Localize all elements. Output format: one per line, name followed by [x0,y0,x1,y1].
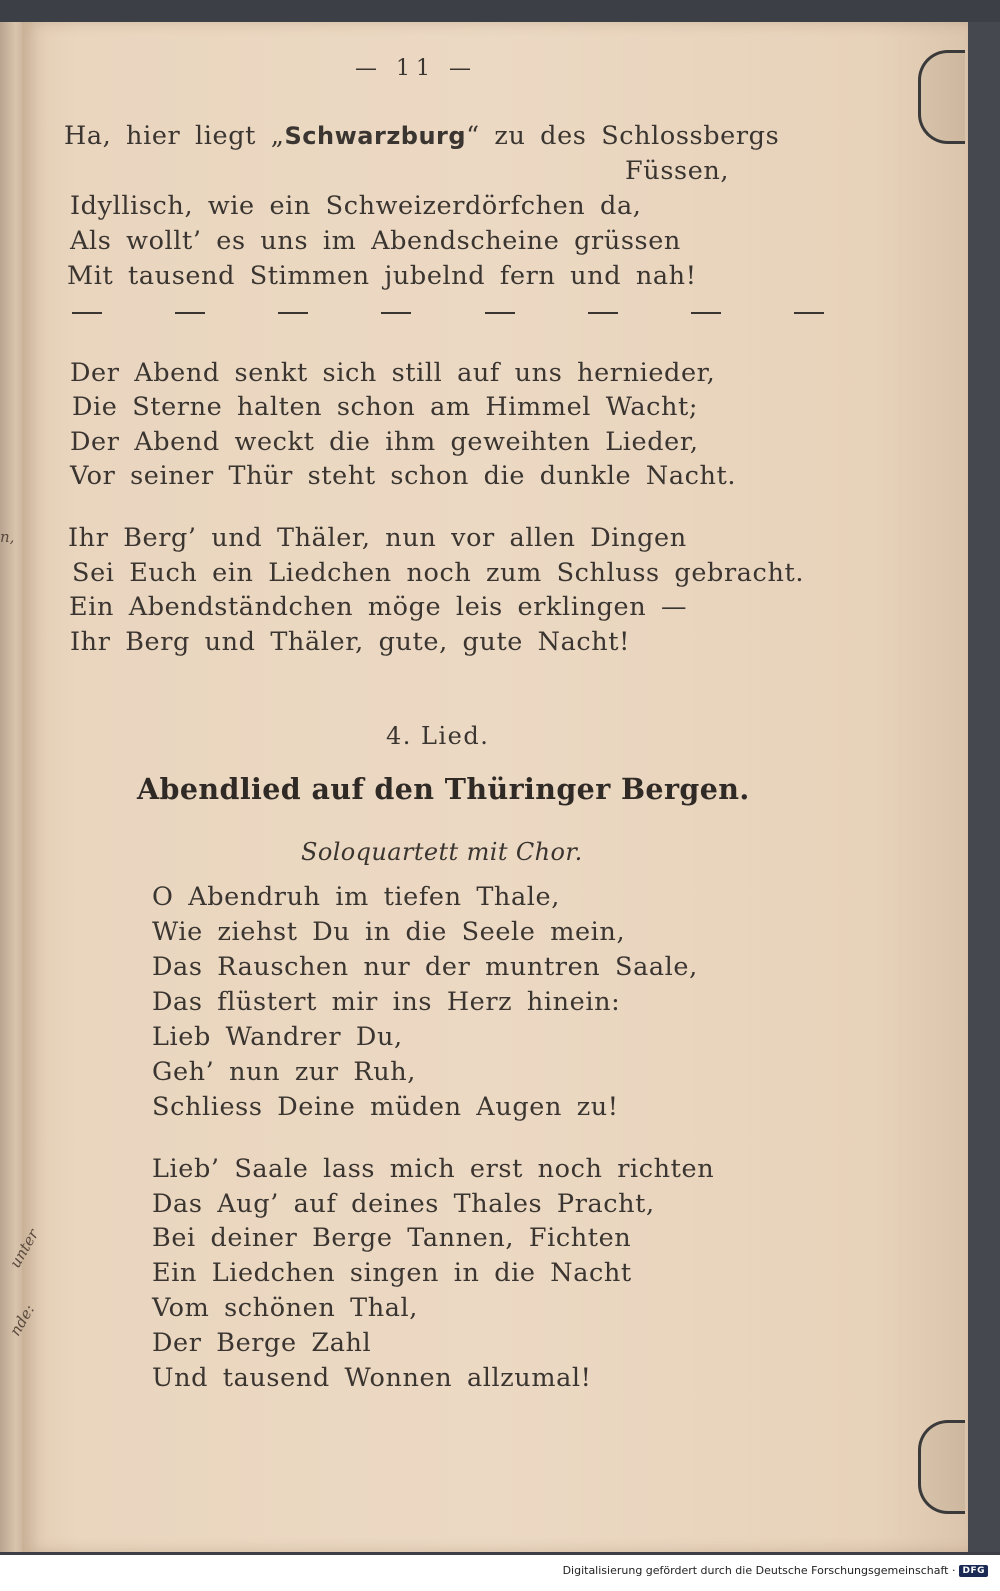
place-name: Schwarzburg [284,122,467,150]
song-number: 4. Lied. [386,722,490,750]
song-line: Bei deiner Berge Tannen, Fichten [152,1223,632,1253]
page-number: — 11 — [355,56,477,81]
verse-line: Vor seiner Thür steht schon die dunkle Nacht. [70,461,737,491]
song-title: Abendlied auf den Thüringer Bergen. [137,772,750,806]
verse-line: Die Sterne halten schon am Himmel Wacht; [72,392,699,422]
digitization-credit [563,1564,988,1577]
verse-line: Mit tausend Stimmen jubelnd fern und nah! [67,261,697,291]
song-line: Schliess Deine müden Augen zu! [152,1092,619,1122]
song-line: Der Berge Zahl [152,1328,372,1358]
dfg-logo-icon: DFG [959,1565,988,1577]
song-line: Wie ziehst Du in die Seele mein, [152,917,626,947]
verse-line: Der Abend weckt die ihm geweihten Lieder, [70,427,699,457]
verse-line: Ha, hier liegt „Schwarzburg“ zu des Schlossbergs [64,121,780,151]
song-line: O Abendruh im tiefen Thale, [152,882,560,912]
margin-fragment: unter [6,1226,43,1271]
verse-line: Ihr Berg’ und Thäler, nun vor allen Dingen [68,523,687,553]
song-line: Das Aug’ auf deines Thales Pracht, [152,1189,655,1219]
binding-clip-top [918,50,965,144]
song-line: Das Rauschen nur der muntren Saale, [152,952,698,982]
song-line: Lieb’ Saale lass mich erst noch richten [152,1154,715,1184]
credit-text: Digitalisierung gefördert durch die Deutsche Forschungsgemeinschaft · [562,1564,956,1577]
verse-line: Als wollt’ es uns im Abendscheine grüssen [70,226,681,256]
margin-fragment: n, [0,528,15,546]
verse-line: Ein Abendständchen möge leis erklingen — [69,592,688,622]
song-line: Und tausend Wonnen allzumal! [152,1363,592,1393]
song-subtitle: Soloquartett mit Chor. [301,838,583,866]
separator-dashes [72,312,824,314]
song-line: Vom schönen Thal, [152,1293,418,1323]
verse-line: Der Abend senkt sich still auf uns hernieder, [70,358,716,388]
verse-line: Füssen, [625,156,730,186]
verse-line: Sei Euch ein Liedchen noch zum Schluss gebracht. [72,558,805,588]
verse-line: Idyllisch, wie ein Schweizerdörfchen da, [70,191,642,221]
binding-clip-bottom [918,1420,965,1514]
song-line: Das flüstert mir ins Herz hinein: [152,987,621,1017]
song-line: Ein Liedchen singen in die Nacht [152,1258,632,1288]
margin-fragment: nde: [6,1301,39,1339]
song-line: Geh’ nun zur Ruh, [152,1057,416,1087]
verse-line: Ihr Berg und Thäler, gute, gute Nacht! [70,627,630,657]
song-line: Lieb Wandrer Du, [152,1022,403,1052]
